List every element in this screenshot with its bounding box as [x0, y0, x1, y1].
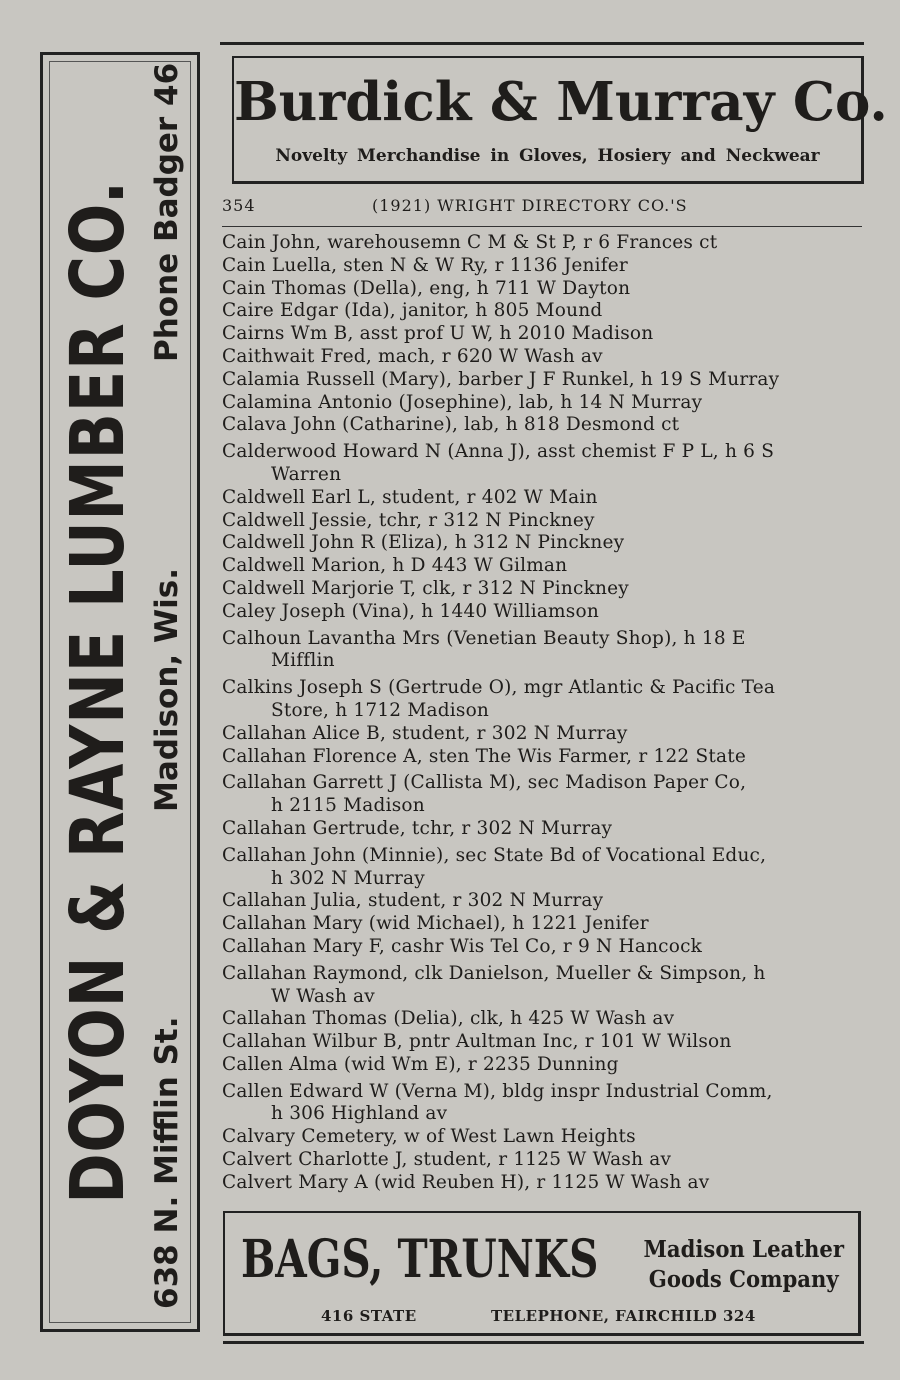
- entry-text: Calvert Mary A (wid Reuben H), r 1125 W Wash av: [222, 1171, 710, 1193]
- entry-text: Callahan Alice B, student, r 302 N Murray: [222, 722, 628, 744]
- directory-entry: [222, 772, 867, 818]
- top-ad-box: [232, 56, 888, 184]
- bottom-ad-box: [223, 1211, 861, 1336]
- entry-text: Caldwell Marjorie T, clk, r 312 N Pinckney: [222, 577, 629, 599]
- entry-continuation: Mifflin: [271, 650, 335, 672]
- directory-entry: [222, 913, 867, 936]
- header-rule: [222, 226, 862, 227]
- top-ad-rule: [220, 42, 864, 45]
- entry-text: Callahan Gertrude, tchr, r 302 N Murray: [222, 817, 613, 839]
- bottom-ad-telephone: TELEPHONE, FAIRCHILD 324: [491, 1307, 756, 1325]
- bottom-ad-company: [643, 1235, 844, 1295]
- directory-entry: [222, 232, 867, 255]
- side-ad-rotated-content: [45, 57, 195, 1327]
- directory-entry: [222, 300, 867, 323]
- entry-text: Callahan Mary F, cashr Wis Tel Co, r 9 N Hancock: [222, 935, 703, 957]
- entry-text: Calkins Joseph S (Gertrude O), mgr Atlantic & Pacific Tea: [222, 677, 776, 699]
- entry-text: Callahan Thomas (Delia), clk, h 425 W Wash av: [222, 1008, 675, 1030]
- entry-text: Cain Thomas (Della), eng, h 711 W Dayton: [222, 277, 631, 299]
- top-advertisement: [220, 42, 888, 184]
- entry-text: Cairns Wm B, asst prof U W, h 2010 Madison: [222, 323, 654, 345]
- entry-text: Cain Luella, sten N & W Ry, r 1136 Jenifer: [222, 254, 628, 276]
- side-advertisement: [40, 52, 200, 1332]
- entry-text: Calderwood Howard N (Anna J), asst chemist F P L, h 6 S: [222, 441, 775, 463]
- directory-entry: [222, 845, 867, 891]
- entry-text: Caldwell Earl L, student, r 402 W Main: [222, 486, 598, 508]
- directory-entry: [222, 723, 867, 746]
- entry-continuation: h 2115 Madison: [271, 795, 425, 817]
- directory-entry: [222, 555, 867, 578]
- bottom-ad-company-line2: Goods Company: [648, 1266, 839, 1293]
- page-header: [222, 196, 862, 218]
- bottom-advertisement: [220, 1208, 864, 1344]
- directory-entry: [222, 628, 867, 674]
- directory-entry: [222, 1031, 867, 1054]
- bottom-ad-rule: [223, 1341, 864, 1344]
- entry-text: Calava John (Catharine), lab, h 818 Desmond ct: [222, 414, 680, 436]
- side-ad-city: Madison, Wis.: [149, 567, 185, 812]
- bottom-ad-company-line1: Madison Leather: [643, 1236, 844, 1263]
- directory-entry: [222, 392, 867, 415]
- entry-text: Caley Joseph (Vina), h 1440 Williamson: [222, 600, 599, 622]
- directory-entry: [222, 278, 867, 301]
- directory-entry: [222, 1054, 867, 1077]
- entry-text: Callahan Mary (wid Michael), h 1221 Jenifer: [222, 913, 649, 935]
- directory-entry: [222, 677, 867, 723]
- directory-entries: [222, 232, 867, 1195]
- bottom-ad-address: 416 STATE: [321, 1307, 417, 1325]
- page-number: 354: [222, 196, 256, 215]
- side-ad-address: 638 N. Mifflin St.: [149, 1016, 185, 1309]
- directory-entry: [222, 818, 867, 841]
- publication-title: (1921) WRIGHT DIRECTORY CO.'S: [372, 196, 688, 215]
- entry-text: Calvert Charlotte J, student, r 1125 W Wash av: [222, 1149, 672, 1171]
- directory-entry: [222, 936, 867, 959]
- side-ad-phone: Phone Badger 46: [149, 62, 185, 362]
- entry-text: Calamina Antonio (Josephine), lab, h 14 N Murray: [222, 391, 703, 413]
- entry-text: Callahan Wilbur B, pntr Aultman Inc, r 101 W Wilson: [222, 1031, 732, 1053]
- directory-entry: [222, 441, 867, 487]
- entry-text: Caldwell Jessie, tchr, r 312 N Pinckney: [222, 509, 595, 531]
- entry-text: Caldwell Marion, h D 443 W Gilman: [222, 555, 568, 577]
- entry-continuation: Store, h 1712 Madison: [271, 699, 490, 721]
- directory-entry: [222, 746, 867, 769]
- directory-entry: [222, 510, 867, 533]
- directory-entry: [222, 346, 867, 369]
- directory-entry: [222, 963, 867, 1009]
- entry-text: Caire Edgar (Ida), janitor, h 805 Mound: [222, 300, 603, 322]
- directory-entry: [222, 1172, 867, 1195]
- entry-text: Callahan Florence A, sten The Wis Farmer, r 122 State: [222, 745, 746, 767]
- entry-continuation: h 302 N Murray: [271, 867, 425, 889]
- directory-entry: [222, 414, 867, 437]
- directory-entry: [222, 1126, 867, 1149]
- entry-text: Calhoun Lavantha Mrs (Venetian Beauty Shop), h 18 E: [222, 627, 746, 649]
- directory-entry: [222, 369, 867, 392]
- entry-continuation: Warren: [271, 463, 342, 485]
- side-ad-details: [145, 57, 189, 1327]
- directory-entry: [222, 601, 867, 624]
- directory-entry: [222, 255, 867, 278]
- entry-text: Callahan Julia, student, r 302 N Murray: [222, 890, 604, 912]
- top-ad-tagline: Novelty Merchandise in Gloves, Hosiery and Neckwear: [275, 146, 820, 166]
- directory-entry: [222, 532, 867, 555]
- entry-text: Caithwait Fred, mach, r 620 W Wash av: [222, 345, 603, 367]
- directory-entry: [222, 1149, 867, 1172]
- directory-entry: [222, 1081, 867, 1127]
- entry-text: Callahan Raymond, clk Danielson, Mueller & Simpson, h: [222, 962, 766, 984]
- entry-text: Calamia Russell (Mary), barber J F Runkel, h 19 S Murray: [222, 368, 780, 390]
- bottom-ad-headline: BAGS, TRUNKS: [241, 1229, 599, 1290]
- directory-entry: [222, 1008, 867, 1031]
- entry-text: Callen Alma (wid Wm E), r 2235 Dunning: [222, 1053, 619, 1075]
- entry-continuation: W Wash av: [271, 985, 375, 1007]
- entry-continuation: h 306 Highland av: [271, 1103, 448, 1125]
- entry-text: Callahan John (Minnie), sec State Bd of Vocational Educ,: [222, 844, 767, 866]
- entry-text: Callen Edward W (Verna M), bldg inspr Industrial Comm,: [222, 1080, 773, 1102]
- top-ad-title: Burdick & Murray Co.: [234, 71, 888, 133]
- directory-entry: [222, 487, 867, 510]
- side-ad-company: DOYON & RAYNE LUMBER CO.: [55, 180, 141, 1204]
- directory-entry: [222, 323, 867, 346]
- directory-entry: [222, 890, 867, 913]
- directory-entry: [222, 578, 867, 601]
- entry-text: Cain John, warehousemn C M & St P, r 6 Frances ct: [222, 232, 718, 253]
- entry-text: Calvary Cemetery, w of West Lawn Heights: [222, 1126, 636, 1148]
- entry-text: Caldwell John R (Eliza), h 312 N Pinckney: [222, 532, 625, 554]
- entry-text: Callahan Garrett J (Callista M), sec Madison Paper Co,: [222, 772, 747, 794]
